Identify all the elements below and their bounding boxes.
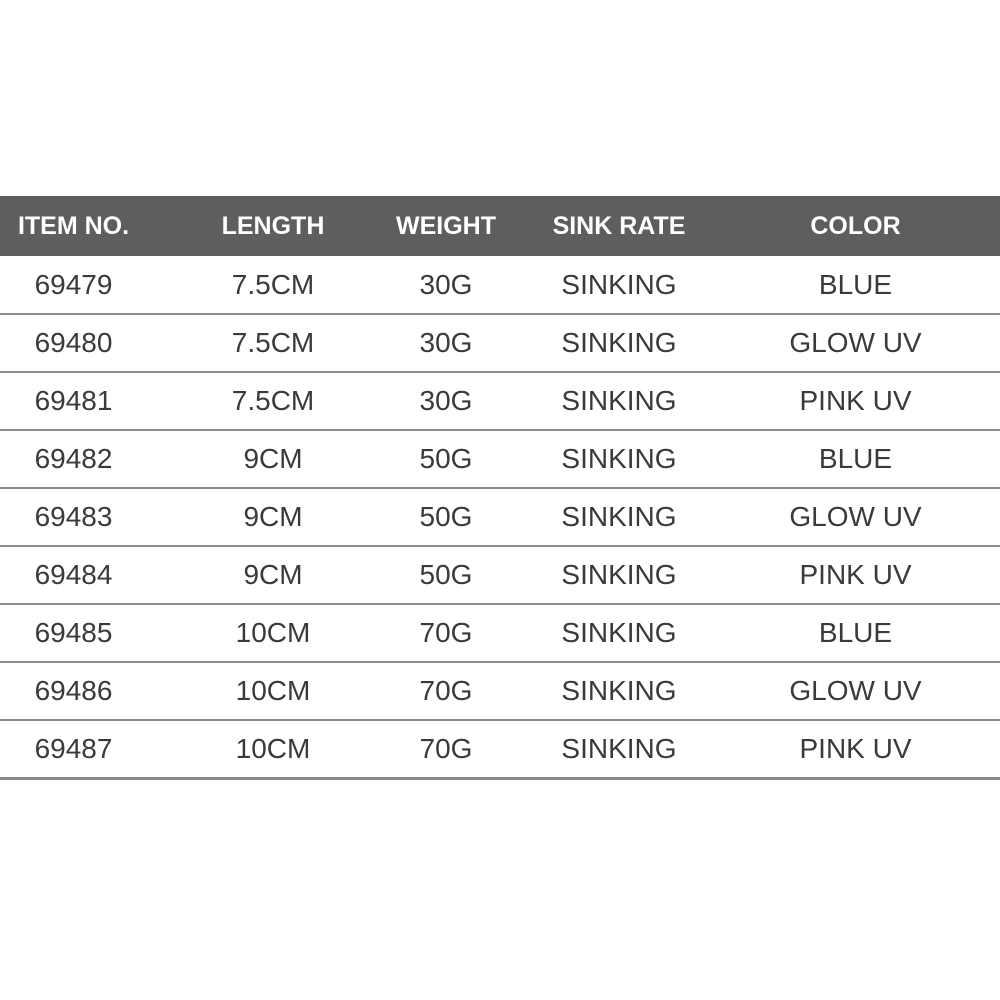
cell-color: BLUE — [818, 617, 893, 648]
table-row — [0, 488, 1000, 546]
table-row — [0, 720, 1000, 778]
cell-color: PINK UV — [799, 559, 912, 590]
cell-length: 10CM — [235, 617, 311, 648]
cell-sink-rate: SINKING — [561, 559, 677, 590]
header-color: COLOR — [810, 211, 901, 240]
cell-item-no: 69484 — [34, 559, 113, 590]
header-item-no: ITEM NO. — [17, 211, 130, 240]
header-sink-rate: SINK RATE — [552, 211, 686, 240]
cell-sink-rate: SINKING — [561, 675, 677, 706]
cell-weight: 70G — [419, 617, 473, 648]
table-row — [0, 662, 1000, 720]
cell-length: 7.5CM — [231, 327, 315, 358]
cell-item-no: 69486 — [34, 675, 113, 706]
cell-sink-rate: SINKING — [561, 385, 677, 416]
cell-sink-rate: SINKING — [561, 617, 677, 648]
cell-item-no: 69485 — [34, 617, 113, 648]
table-row — [0, 372, 1000, 430]
table-row — [0, 314, 1000, 372]
cell-length: 7.5CM — [231, 268, 315, 300]
cell-sink-rate: SINKING — [561, 327, 677, 358]
header-weight: WEIGHT — [396, 211, 496, 240]
cell-color: PINK UV — [799, 732, 912, 764]
cell-weight: 70G — [419, 732, 473, 764]
table-body — [0, 256, 1000, 778]
cell-item-no: 69480 — [34, 327, 113, 358]
cell-length: 9CM — [243, 501, 303, 532]
cell-item-no: 69483 — [34, 501, 113, 532]
cell-color: BLUE — [818, 443, 893, 474]
cell-sink-rate: SINKING — [561, 732, 677, 764]
cell-length: 9CM — [243, 559, 303, 590]
cell-length: 9CM — [243, 443, 303, 474]
cell-length: 10CM — [235, 675, 311, 706]
header-row — [0, 196, 1000, 256]
cell-weight: 30G — [419, 327, 473, 358]
cell-sink-rate: SINKING — [561, 268, 677, 300]
cell-color: GLOW UV — [789, 675, 922, 706]
cell-color: BLUE — [818, 268, 893, 300]
cell-weight: 50G — [419, 559, 473, 590]
cell-item-no: 69487 — [34, 732, 113, 764]
cell-color: GLOW UV — [789, 501, 922, 532]
table-row — [0, 604, 1000, 662]
cell-weight: 30G — [419, 268, 473, 300]
table-row — [0, 430, 1000, 488]
cell-length: 10CM — [235, 732, 311, 764]
cell-sink-rate: SINKING — [561, 501, 677, 532]
cell-sink-rate: SINKING — [561, 443, 677, 474]
cell-weight: 50G — [419, 501, 473, 532]
cell-weight: 30G — [419, 385, 473, 416]
header-length: LENGTH — [221, 211, 325, 240]
cell-color: GLOW UV — [789, 327, 922, 358]
table-row — [0, 256, 1000, 314]
cell-color: PINK UV — [799, 385, 912, 416]
cell-item-no: 69479 — [34, 268, 113, 300]
cell-weight: 70G — [419, 675, 473, 706]
table-row — [0, 546, 1000, 604]
cell-item-no: 69481 — [34, 385, 113, 416]
cell-length: 7.5CM — [231, 385, 315, 416]
cell-item-no: 69482 — [34, 443, 113, 474]
table-header — [0, 196, 1000, 256]
spec-table — [0, 196, 1000, 780]
cell-weight: 50G — [419, 443, 473, 474]
